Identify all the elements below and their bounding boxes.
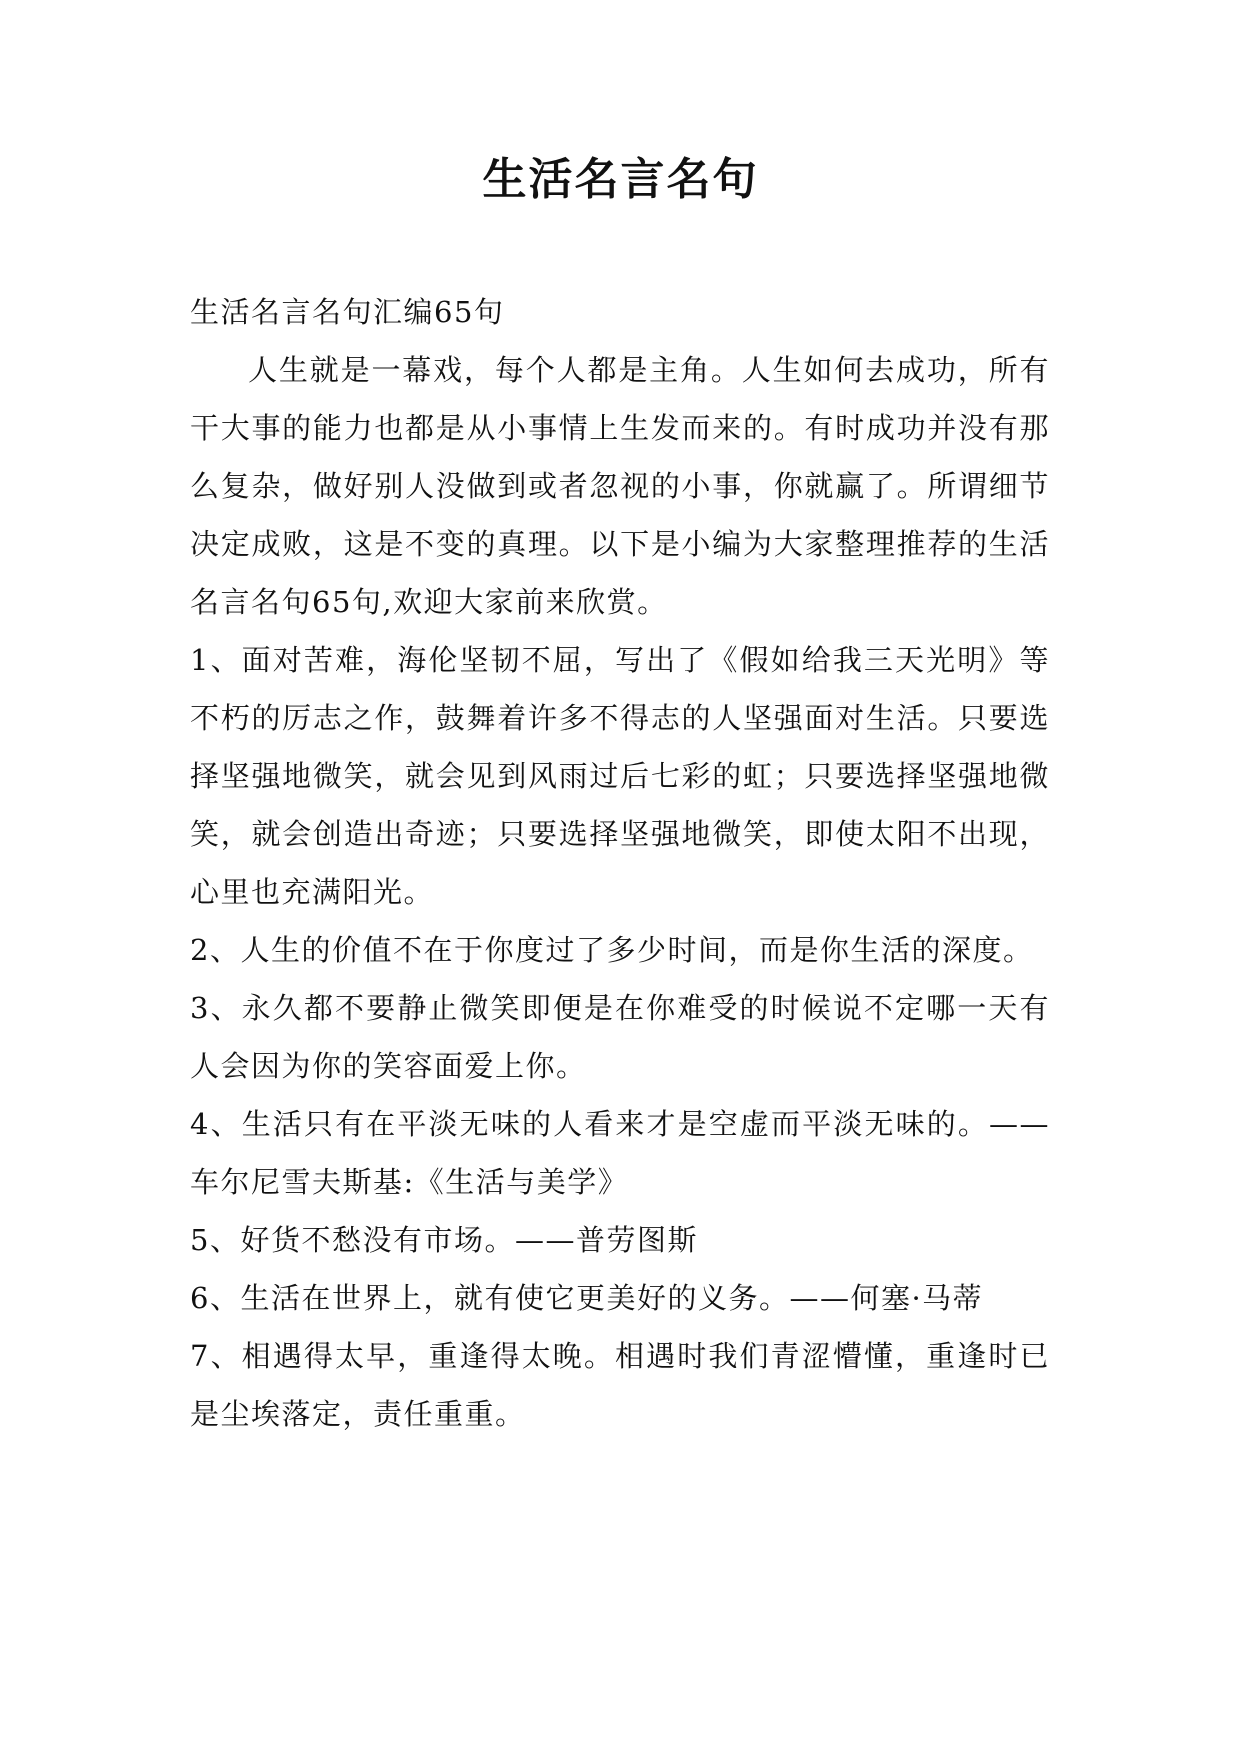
document-title: 生活名言名句 [482,154,759,205]
document-body [190,283,1050,1443]
intro-paragraph: 人生就是一幕戏，每个人都是主角。人生如何去成功，所有干大事的能力也都是从小事情上生发而来的。有时成功并没有那么复杂，做好别人没做到或者忽视的小事，你就赢了。所谓细节决定成败，这是不变的真理。以下是小编为大家整理推荐的生活名言名句65句,欢迎大家前来欣赏。 [190,353,1050,619]
quote-item-4: 4、生活只有在平淡无味的人看来才是空虚而平淡无味的。——车尔尼雪夫斯基:《生活与美学》 [190,1107,1050,1199]
quote-item-3: 3、永久都不要静止微笑即便是在你难受的时候说不定哪一天有人会因为你的笑容面爱上你。 [190,991,1050,1083]
quote-item-6: 6、生活在世界上，就有使它更美好的义务。——何塞·马蒂 [190,1281,984,1315]
quote-item-1: 1、面对苦难，海伦坚韧不屈，写出了《假如给我三天光明》等不朽的厉志之作，鼓舞着许多不得志的人坚强面对生活。只要选择坚强地微笑，就会见到风雨过后七彩的虹；只要选择坚强地微笑，就会创造出奇迹；只要选择坚强地微笑，即使太阳不出现，心里也充满阳光。 [190,643,1050,909]
quote-item-5: 5、好货不愁没有市场。——普劳图斯 [190,1223,698,1257]
quote-item-2: 2、人生的价值不在于你度过了多少时间，而是你生活的深度。 [190,933,1034,967]
quote-item-7: 7、相遇得太早，重逢得太晚。相遇时我们青涩懵懂，重逢时已是尘埃落定，责任重重。 [190,1339,1050,1431]
document-subtitle: 生活名言名句汇编65句 [190,295,505,329]
